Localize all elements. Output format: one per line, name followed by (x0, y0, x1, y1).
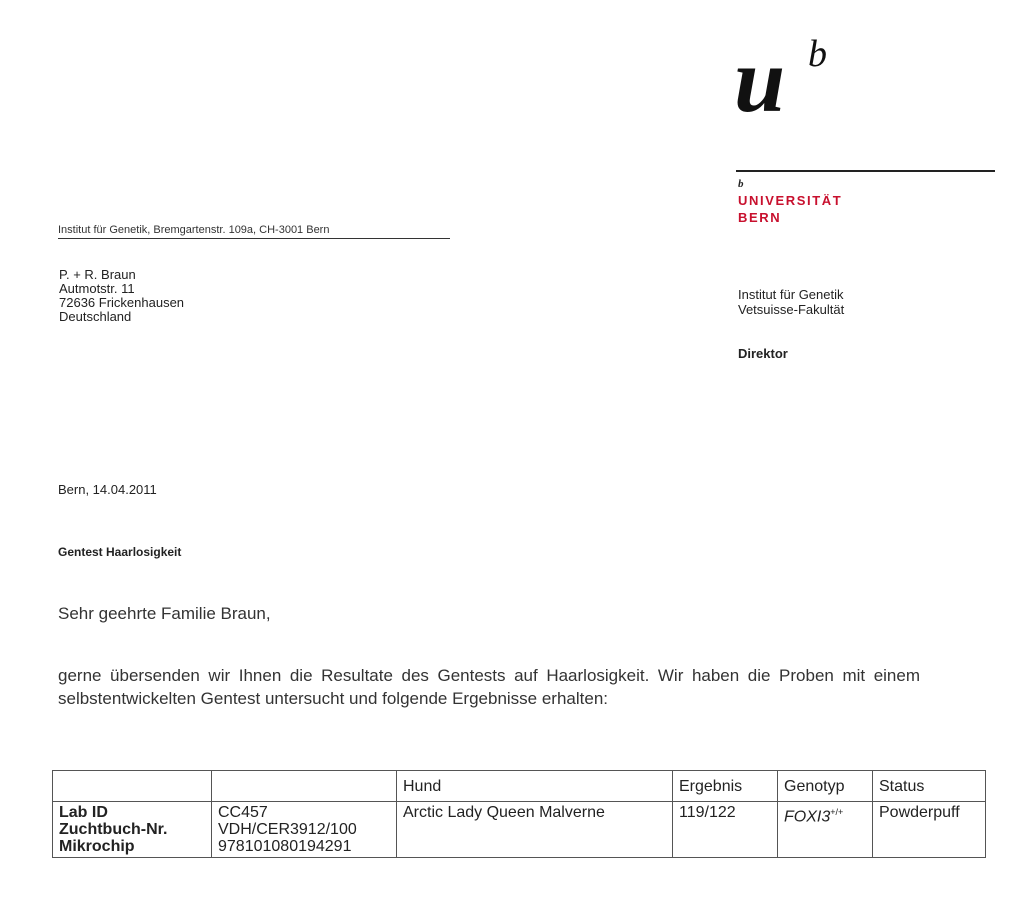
letter-body: gerne übersenden wir Ihnen die Resultate des Gentests auf Haarlosigkeit. Wir haben die Proben mit einem selbstentwickelten Gentest untersucht und folgende Ergebnisse erhalten: (58, 666, 920, 708)
table-header-cell: Status (873, 771, 986, 802)
table-row (53, 802, 986, 858)
dog-name-cell: Arctic Lady Queen Malverne (397, 802, 673, 858)
logo-divider (736, 170, 995, 172)
recipient-address (59, 268, 184, 324)
logo-small-b: b (738, 178, 744, 190)
sender-address-line: Institut für Genetik, Bremgartenstr. 109a, CH-3001 Bern (58, 224, 450, 239)
id-values-cell (212, 802, 397, 858)
genotype-superscript: +/+ (830, 807, 844, 817)
label-zuchtbuch: Zuchtbuch-Nr. (59, 821, 168, 838)
label-mikrochip: Mikrochip (59, 838, 135, 855)
result-cell: 119/122 (673, 802, 778, 858)
faculty-name: Vetsuisse-Fakultät (738, 302, 845, 317)
director-label: Direktor (738, 346, 788, 361)
university-name-line2: BERN (738, 210, 782, 225)
value-zuchtbuch: VDH/CER3912/100 (218, 821, 357, 838)
value-lab-id: CC457 (218, 804, 268, 821)
id-labels-cell (53, 802, 212, 858)
status-cell: Powderpuff (873, 802, 986, 858)
university-name-line1: UNIVERSITÄT (738, 193, 843, 208)
university-name (738, 192, 842, 226)
recipient-city: 72636 Frickenhausen (59, 295, 185, 310)
recipient-name: P. + R. Braun (59, 267, 136, 282)
label-lab-id: Lab ID (59, 804, 108, 821)
university-logo-b: b (808, 33, 827, 75)
table-header-cell: Hund (397, 771, 673, 802)
table-header-cell (212, 771, 397, 802)
table-header-cell: Genotyp (778, 771, 873, 802)
genotype-gene: FOXI3 (784, 808, 831, 826)
results-table (52, 770, 986, 858)
table-header-cell: Ergebnis (673, 771, 778, 802)
value-mikrochip: 978101080194291 (218, 838, 352, 855)
letter-subject: Gentest Haarlosigkeit (58, 545, 182, 559)
recipient-street: Autmotstr. 11 (59, 281, 135, 296)
letter-salutation: Sehr geehrte Familie Braun, (58, 604, 271, 623)
table-header-row (53, 771, 986, 802)
letter-date: Bern, 14.04.2011 (58, 482, 157, 497)
university-logo-u: u (734, 29, 782, 131)
institution-block (738, 287, 844, 317)
institution-name: Institut für Genetik (738, 287, 844, 302)
table-header-cell (53, 771, 212, 802)
recipient-country: Deutschland (59, 309, 132, 324)
genotype-cell (778, 802, 873, 858)
